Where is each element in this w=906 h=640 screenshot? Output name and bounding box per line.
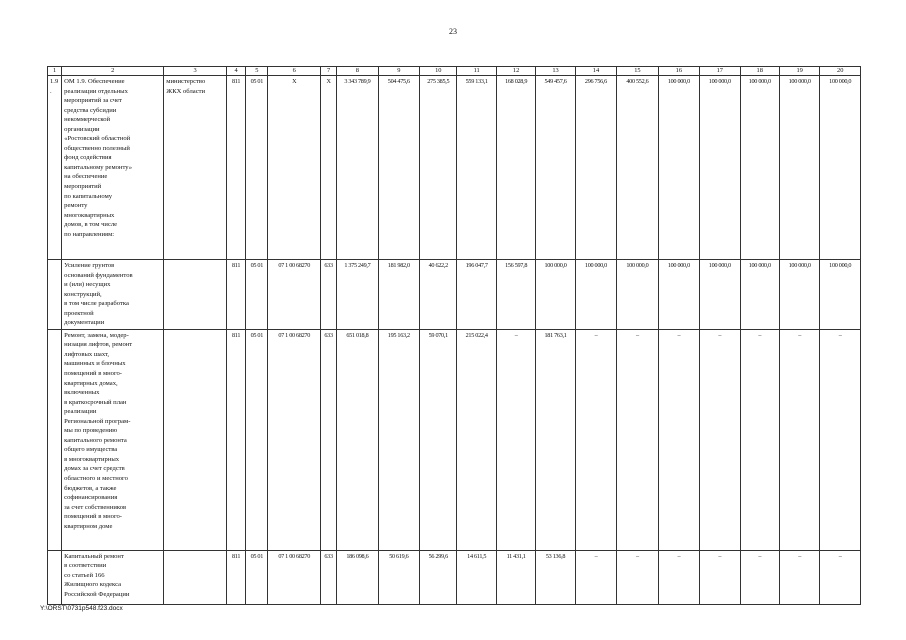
year-amount: 100 000,0 xyxy=(779,76,819,260)
year-amount: – xyxy=(820,550,861,604)
total-amount: 1 375 249,7 xyxy=(337,260,378,330)
page-number: 23 xyxy=(449,27,457,36)
executor xyxy=(164,550,227,604)
year-amount: 400 552,6 xyxy=(617,76,658,260)
year-amount: 59 070,1 xyxy=(420,329,457,550)
column-header: 14 xyxy=(575,67,616,76)
footer-file-path: Y:\ORST\0731p548.f23.docx xyxy=(40,605,123,612)
table-row xyxy=(48,329,861,550)
column-header: 5 xyxy=(246,67,268,76)
vr-code: 633 xyxy=(320,260,336,330)
year-amount: 100 000,0 xyxy=(779,260,819,330)
column-header: 2 xyxy=(62,67,164,76)
rzpr-code: 05 01 xyxy=(246,329,268,550)
csr-code: 07 1 00 68270 xyxy=(268,260,321,330)
total-amount: 3 343 789,9 xyxy=(337,76,378,260)
year-amount: – xyxy=(700,329,740,550)
csr-code: X xyxy=(268,76,321,260)
year-amount: – xyxy=(779,329,819,550)
year-amount: – xyxy=(658,550,699,604)
executor xyxy=(164,329,227,550)
year-amount: – xyxy=(740,329,779,550)
column-header: 11 xyxy=(457,67,496,76)
activity-description: ОМ 1.9. Обеспечение реализации отдельных мероприятий за счет средства субсидии некоммерческой организации «Ростовский областной общественно полезный фонд содействия капитальному ремонту» на обеспечение мероприятий по капитальному ремонту многоквартирных домов, в том числе по направлениям: xyxy=(62,76,164,260)
executor: министерство ЖКХ области xyxy=(164,76,227,260)
year-amount: 195 163,2 xyxy=(378,329,419,550)
year-amount: – xyxy=(617,550,658,604)
activity-description: Капитальный ремонт в соответствии со статьей 166 Жилищного кодекса Российской Федерации xyxy=(62,550,164,604)
column-header: 3 xyxy=(164,67,227,76)
year-amount: – xyxy=(575,550,616,604)
vr-code: 633 xyxy=(320,329,336,550)
year-amount: – xyxy=(575,329,616,550)
year-amount: 549 457,6 xyxy=(536,76,575,260)
year-amount: 56 299,6 xyxy=(420,550,457,604)
year-amount: 14 611,5 xyxy=(457,550,496,604)
year-amount: – xyxy=(617,329,658,550)
column-header: 12 xyxy=(496,67,535,76)
column-header: 10 xyxy=(420,67,457,76)
year-amount: 100 000,0 xyxy=(658,260,699,330)
year-amount: – xyxy=(658,329,699,550)
budget-table xyxy=(47,66,861,605)
column-header: 19 xyxy=(779,67,819,76)
csr-code: 07 1 00 68270 xyxy=(268,550,321,604)
row-number xyxy=(48,550,62,604)
column-header: 6 xyxy=(268,67,321,76)
year-amount: 296 756,6 xyxy=(575,76,616,260)
year-amount: 100 000,0 xyxy=(617,260,658,330)
year-amount: – xyxy=(496,329,535,550)
column-header: 18 xyxy=(740,67,779,76)
year-amount: 559 133,1 xyxy=(457,76,496,260)
column-header: 7 xyxy=(320,67,336,76)
year-amount: 40 622,2 xyxy=(420,260,457,330)
rzpr-code: 05 01 xyxy=(246,550,268,604)
year-amount: 196 047,7 xyxy=(457,260,496,330)
year-amount: 100 000,0 xyxy=(536,260,575,330)
table-row xyxy=(48,76,861,260)
year-amount: 100 000,0 xyxy=(575,260,616,330)
year-amount: 181 982,0 xyxy=(378,260,419,330)
year-amount: 53 136,8 xyxy=(536,550,575,604)
vr-code: 633 xyxy=(320,550,336,604)
year-amount: 215 022,4 xyxy=(457,329,496,550)
year-amount: 181 763,1 xyxy=(536,329,575,550)
column-header: 16 xyxy=(658,67,699,76)
grbs-code: 811 xyxy=(226,260,245,330)
table-row xyxy=(48,550,861,604)
year-amount: 100 000,0 xyxy=(740,260,779,330)
activity-description: Усиление грунтов оснований фундаментов и (или) несущих конструкций, в том числе разработка проектной документации xyxy=(62,260,164,330)
table-row xyxy=(48,260,861,330)
vr-code: X xyxy=(320,76,336,260)
year-amount: – xyxy=(779,550,819,604)
year-amount: 11 431,1 xyxy=(496,550,535,604)
grbs-code: 811 xyxy=(226,550,245,604)
column-header: 9 xyxy=(378,67,419,76)
column-header: 1 xyxy=(48,67,62,76)
year-amount: 168 028,9 xyxy=(496,76,535,260)
column-header: 20 xyxy=(820,67,861,76)
year-amount: 275 385,5 xyxy=(420,76,457,260)
column-header: 15 xyxy=(617,67,658,76)
year-amount: 100 000,0 xyxy=(820,260,861,330)
year-amount: 156 597,8 xyxy=(496,260,535,330)
csr-code: 07 1 00 68270 xyxy=(268,329,321,550)
year-amount: 100 000,0 xyxy=(740,76,779,260)
year-amount: 50 619,6 xyxy=(378,550,419,604)
row-number xyxy=(48,260,62,330)
executor xyxy=(164,260,227,330)
grbs-code: 811 xyxy=(226,329,245,550)
year-amount: 100 000,0 xyxy=(820,76,861,260)
year-amount: 504 475,6 xyxy=(378,76,419,260)
column-header: 17 xyxy=(700,67,740,76)
row-number: 1.9. xyxy=(48,76,62,260)
row-number xyxy=(48,329,62,550)
column-header: 8 xyxy=(337,67,378,76)
year-amount: 100 000,0 xyxy=(700,76,740,260)
activity-description: Ремонт, замена, модер- низация лифтов, ремонт лифтовых шахт, машинных и блочных помещений в много- квартирных домах, включенных в краткосрочный план реализации Региональной програм- мы по проведению капитального ремонта общего имущества в многоквартирных домах за счет средств областного и местного бюджетов, а также софинансирования за счет собственников помещений в много- квартирном доме xyxy=(62,329,164,550)
year-amount: – xyxy=(740,550,779,604)
total-amount: 186 098,6 xyxy=(337,550,378,604)
column-header: 13 xyxy=(536,67,575,76)
grbs-code: 811 xyxy=(226,76,245,260)
year-amount: – xyxy=(700,550,740,604)
year-amount: – xyxy=(820,329,861,550)
year-amount: 100 000,0 xyxy=(700,260,740,330)
table-header-row xyxy=(48,67,861,76)
total-amount: 651 018,8 xyxy=(337,329,378,550)
rzpr-code: 05 01 xyxy=(246,260,268,330)
column-header: 4 xyxy=(226,67,245,76)
rzpr-code: 05 01 xyxy=(246,76,268,260)
year-amount: 100 000,0 xyxy=(658,76,699,260)
